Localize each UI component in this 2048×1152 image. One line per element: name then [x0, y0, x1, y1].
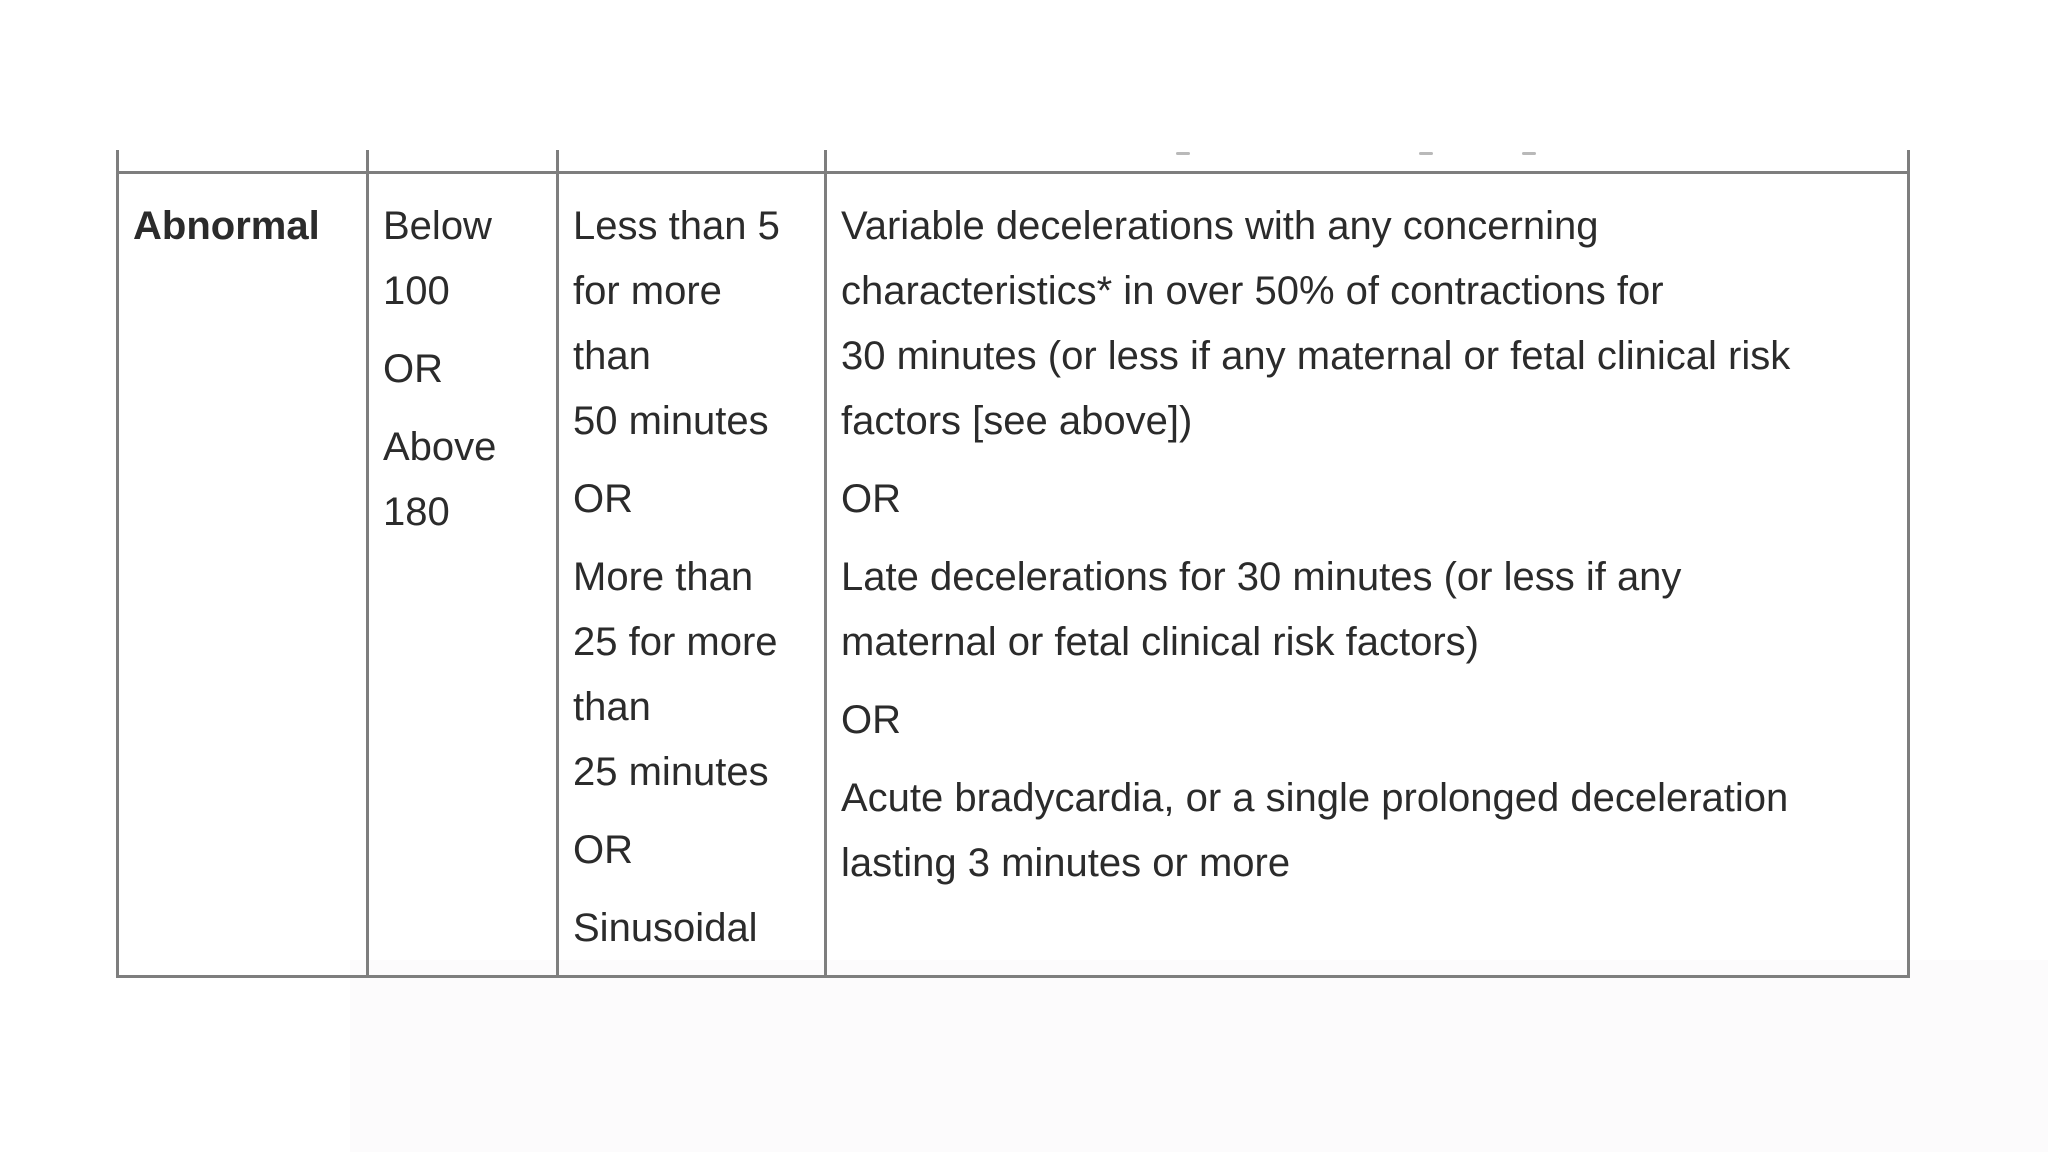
- category-cell: [118, 174, 368, 977]
- decelerations-variable: Variable decelerations with any concerning characteristics* in over 50% of contractions for 30 minutes (or less if any maternal or fetal clinical risk factors [see above]): [841, 204, 1791, 443]
- table-row-abnormal: [118, 174, 1909, 977]
- or-separator: OR: [841, 477, 901, 521]
- category-label: Abnormal: [133, 204, 320, 248]
- baseline-below: Below 100: [383, 204, 492, 313]
- variability-less-than-5: Less than 5 for more than 50 minutes: [573, 204, 780, 443]
- criteria-table: [116, 174, 1910, 978]
- text-fragment: [1419, 152, 1433, 155]
- text-fragment: [1522, 152, 1536, 155]
- or-separator: OR: [573, 828, 633, 872]
- page-background: [350, 960, 2048, 1152]
- variability-sinusoidal: Sinusoidal: [573, 906, 758, 950]
- or-separator: OR: [841, 698, 901, 742]
- decelerations-late: Late decelerations for 30 minutes (or less if any maternal or fetal clinical risk factors): [841, 555, 1682, 664]
- ctg-classification-table: [116, 150, 1910, 978]
- text-fragment: [1176, 152, 1190, 155]
- decelerations-bradycardia: Acute bradycardia, or a single prolonged deceleration lasting 3 minutes or more: [841, 776, 1789, 885]
- decelerations-cell: [826, 174, 1909, 977]
- or-separator: OR: [383, 347, 443, 391]
- column-divider: [824, 150, 827, 171]
- or-separator: OR: [573, 477, 633, 521]
- variability-more-than-25: More than 25 for more than 25 minutes: [573, 555, 778, 794]
- previous-row-fragment: [116, 150, 1910, 174]
- baseline-cell: [368, 174, 558, 977]
- variability-cell: [558, 174, 826, 977]
- column-divider: [366, 150, 369, 171]
- baseline-above: Above 180: [383, 425, 497, 534]
- column-divider: [556, 150, 559, 171]
